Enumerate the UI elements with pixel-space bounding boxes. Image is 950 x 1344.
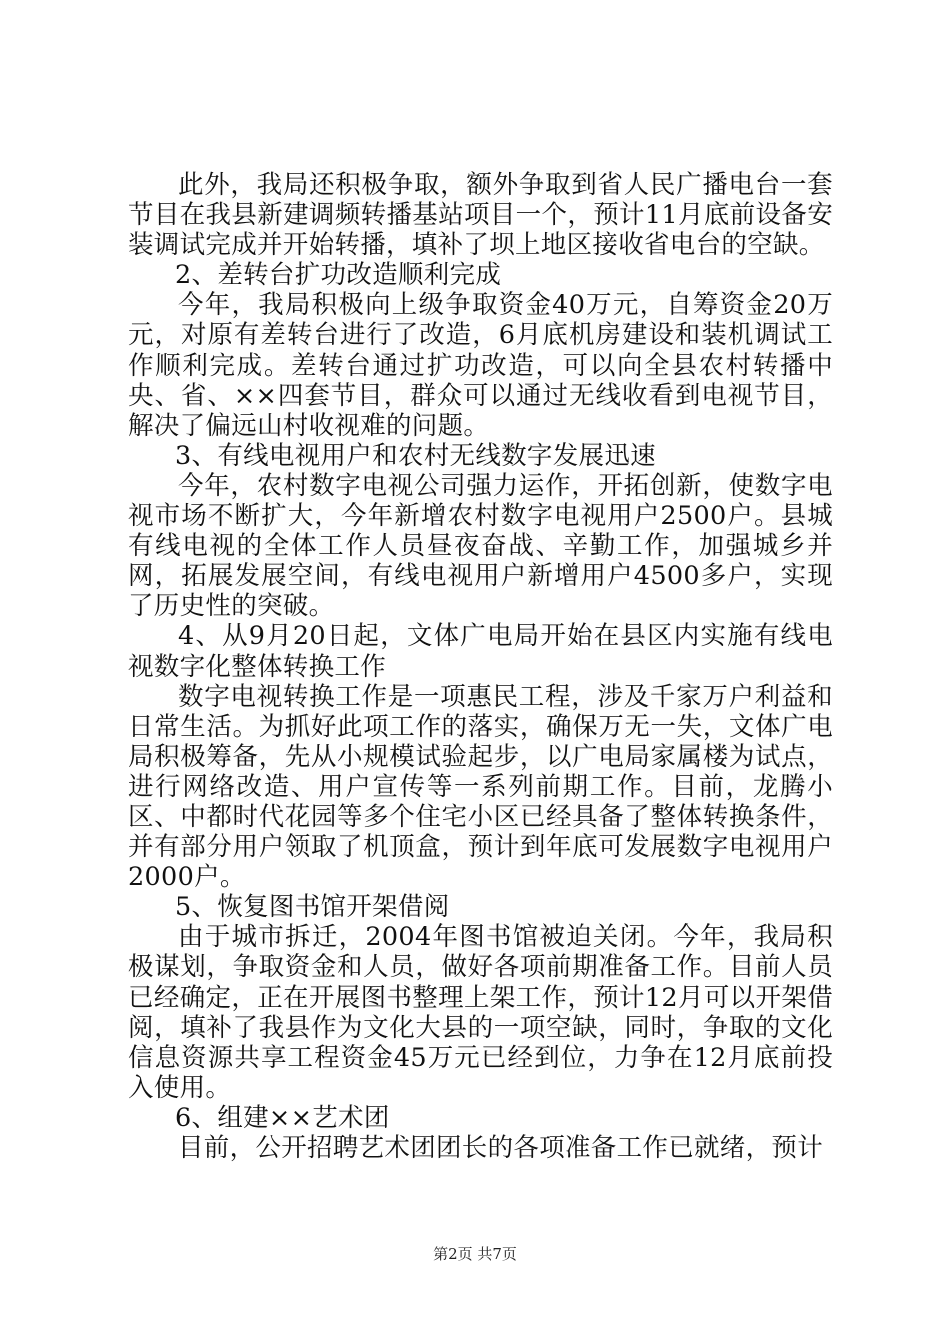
paragraph-library: 由于城市拆迁，2004年图书馆被迫关闭。今年，我局积极谋划，争取资金和人员，做好各项前期准备工作。目前人员已经确定，正在开展图书整理上架工作，预计12月可以开架借阅，填补了我县作为文化大县的一项空缺，同时，争取的文化信息资源共享工程资金45万元已经到位，力争在12月底前投入使用。	[128, 922, 833, 1103]
document-body	[128, 170, 833, 1163]
page-footer: 第2页 共7页	[433, 1245, 517, 1263]
paragraph-fm-broadcast: 此外，我局还积极争取，额外争取到省人民广播电台一套节目在我县新建调频转播基站项目一个，预计11月底前设备安装调试完成并开始转播，填补了坝上地区接收省电台的空缺。	[128, 170, 833, 261]
paragraph-art-troupe: 目前，公开招聘艺术团团长的各项准备工作已就绪，预计	[178, 1133, 824, 1163]
section-heading-3: 3、有线电视用户和农村无线数字发展迅速	[175, 440, 656, 471]
paragraph-cable-users: 今年，农村数字电视公司强力运作，开拓创新，使数字电视市场不断扩大，今年新增农村数字电视用户2500户。县城有线电视的全体工作人员昼夜奋战、辛勤工作，加强城乡并网，拓展发展空间，有线电视用户新增用户4500多户，实现了历史性的突破。	[128, 470, 833, 622]
paragraph-digital-conversion: 数字电视转换工作是一项惠民工程，涉及千家万户利益和日常生活。为抓好此项工作的落实，确保万无一失，文体广电局积极筹备，先从小规模试验起步，以广电局家属楼为试点，进行网络改造、用户宣传等一系列前期工作。目前，龙腾小区、中都时代花园等多个住宅小区已经具备了整体转换条件，并有部分用户领取了机顶盒，预计到年底可发展数字电视用户2000户。	[128, 681, 833, 893]
paragraph-relay-station: 今年，我局积极向上级争取资金40万元，自筹资金20万元，对原有差转台进行了改造，6月底机房建设和装机调试工作顺利完成。差转台通过扩功改造，可以向全县农村转播中央、省、××四套节目，群众可以通过无线收看到电视节目，解决了偏远山村收视难的问题。	[128, 290, 833, 441]
section-heading-6: 6、组建××艺术团	[175, 1102, 390, 1133]
section-heading-4: 4、从9月20日起，文体广电局开始在县区内实施有线电视数字化整体转换工作	[128, 621, 833, 682]
section-heading-5: 5、恢复图书馆开架借阅	[175, 892, 450, 923]
section-heading-2: 2、差转台扩功改造顺利完成	[175, 260, 502, 291]
